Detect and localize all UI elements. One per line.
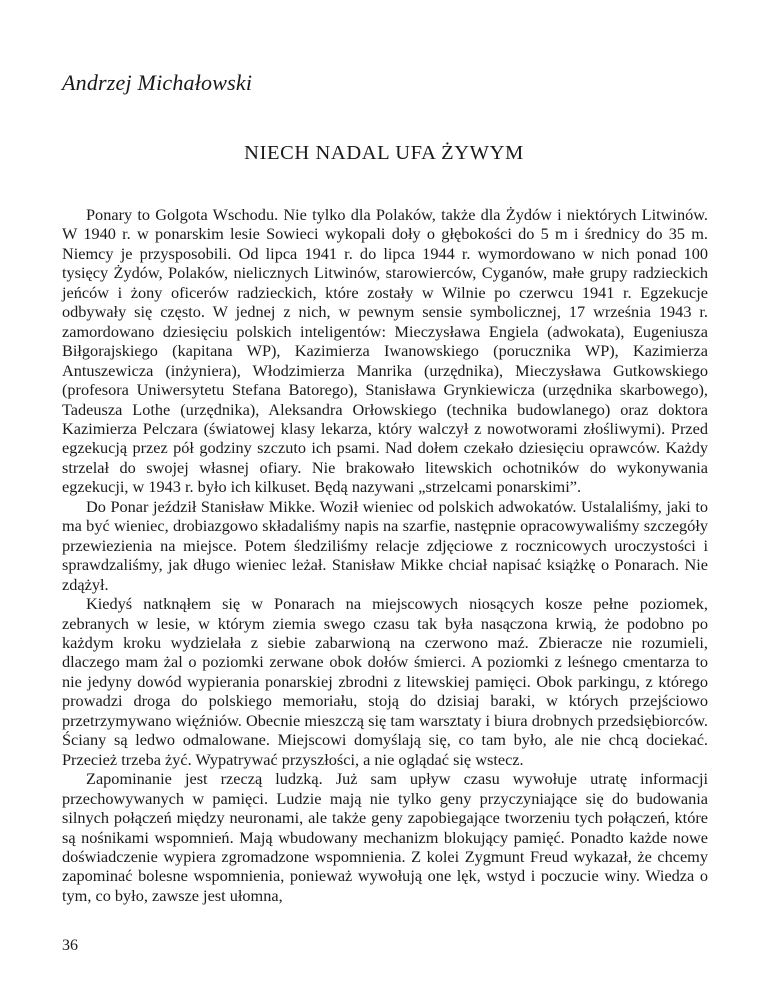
paragraph: Do Ponar jeździł Stanisław Mikke. Woził wieniec od polskich adwokatów. Ustalaliśmy, jaki to ma być wieniec, drobiazgowo składaliśmy napis na szarfie, następnie opracowywaliśmy szczegóły przewiezienia na miejsce. Potem śledziliśmy relacje zdjęciowe z rocznicowych uroczystości i sprawdzaliśmy, jak długo wieniec leżał. Stanisław Mikke chciał napisać książkę o Ponarach. Nie zdążył. <box>62 496 708 594</box>
body-text <box>62 205 708 905</box>
page-number: 36 <box>62 937 78 954</box>
chapter-title: NIECH NADAL UFA ŻYWYM <box>244 142 524 164</box>
paragraph: Ponary to Golgota Wschodu. Nie tylko dla Polaków, także dla Żydów i niektórych Litwinów. W 1940 r. w ponarskim lesie Sowieci wykopali doły o głębokości do 5 m i średnicy do 35 m. Niemcy je przysposobili. Od lipca 1941 r. do lipca 1944 r. wymordowano w nich ponad 100 tysięcy Żydów, Polaków, nielicznych Litwinów, starowierców, Cyganów, małe grupy radzieckich jeńców i żony oficerów radzieckich, które zostały w Wilnie po czerwcu 1941 r. Egzekucje odbywały się często. W jednej z nich, w pewnym sensie symbolicznej, 17 września 1943 r. zamordowano dziesięciu polskich inteligentów: Mieczysława Engiela (adwokata), Eugeniusza Biłgorajskiego (kapitana WP), Kazimierza Iwanowskiego (porucznika WP), Kazimierza Antuszewicza (inżyniera), Włodzimierza Manrika (urzędnika), Mieczysława Gutkowskiego (profesora Uniwersytetu Stefana Batorego), Stanisława Grynkiewicza (urzędnika skarbowego), Tadeusza Lothe (urzędnika), Aleksandra Orłowskiego (technika budowlanego) oraz doktora Kazimierza Pelczara (światowej klasy lekarza, który walczył z nowotworami złośliwymi). Przed egzekucją przez pół godziny szczuto ich psami. Nad dołem czekało dziesięciu oprawców. Każdy strzelał do swojej własnej ofiary. Nie brakowało litewskich ochotników do wykonywania egzekucji, w 1943 r. było ich kilkuset. Będą nazywani „strzelcami ponarskimi”. <box>62 205 708 497</box>
paragraph: Zapominanie jest rzeczą ludzką. Już sam upływ czasu wywołuje utratę informacji przechowywanych w pamięci. Ludzie mają nie tylko geny przyczyniające się do budowania silnych połączeń między neuronami, ale także geny zapobiegające tworzeniu tych połączeń, które są nośnikami wspomnień. Mają wbudowany mechanizm blokujący pamięć. Ponadto każde nowe doświadczenie wypiera zgromadzone wspomnienia. Z kolei Zygmunt Freud wykazał, że chcemy zapominać bolesne wspomnienia, ponieważ wywołują one lęk, wstyd i poczucie winy. Wiedza o tym, co było, zawsze jest ułomna, <box>62 769 708 905</box>
author-name: Andrzej Michałowski <box>62 70 253 95</box>
paragraph: Kiedyś natknąłem się w Ponarach na miejscowych niosących kosze pełne poziomek, zebranych w lesie, w którym ziemia swego czasu tak była nasączona krwią, że podobno po każdym kroku wydzielała z siebie zabarwioną na czerwono maź. Zbieracze nie rozumieli, dlaczego mam żal o poziomki zerwane obok dołów śmierci. A poziomki z leśnego cmentarza to nie jedyny dowód wypierania ponarskiej zbrodni z litewskiej pamięci. Obok parkingu, z którego prowadzi droga do polskiego memoriału, stoją do dzisiaj baraki, w których przejściowo przetrzymywano więźniów. Obecnie mieszczą się tam warsztaty i biura drobnych przedsiębiorców. Ściany są ledwo odmalowane. Miejscowi domyślają się, co tam było, ale nie chcą dociekać. Przecież trzeba żyć. Wypatrywać przyszłości, a nie oglądać się wstecz. <box>62 594 708 769</box>
